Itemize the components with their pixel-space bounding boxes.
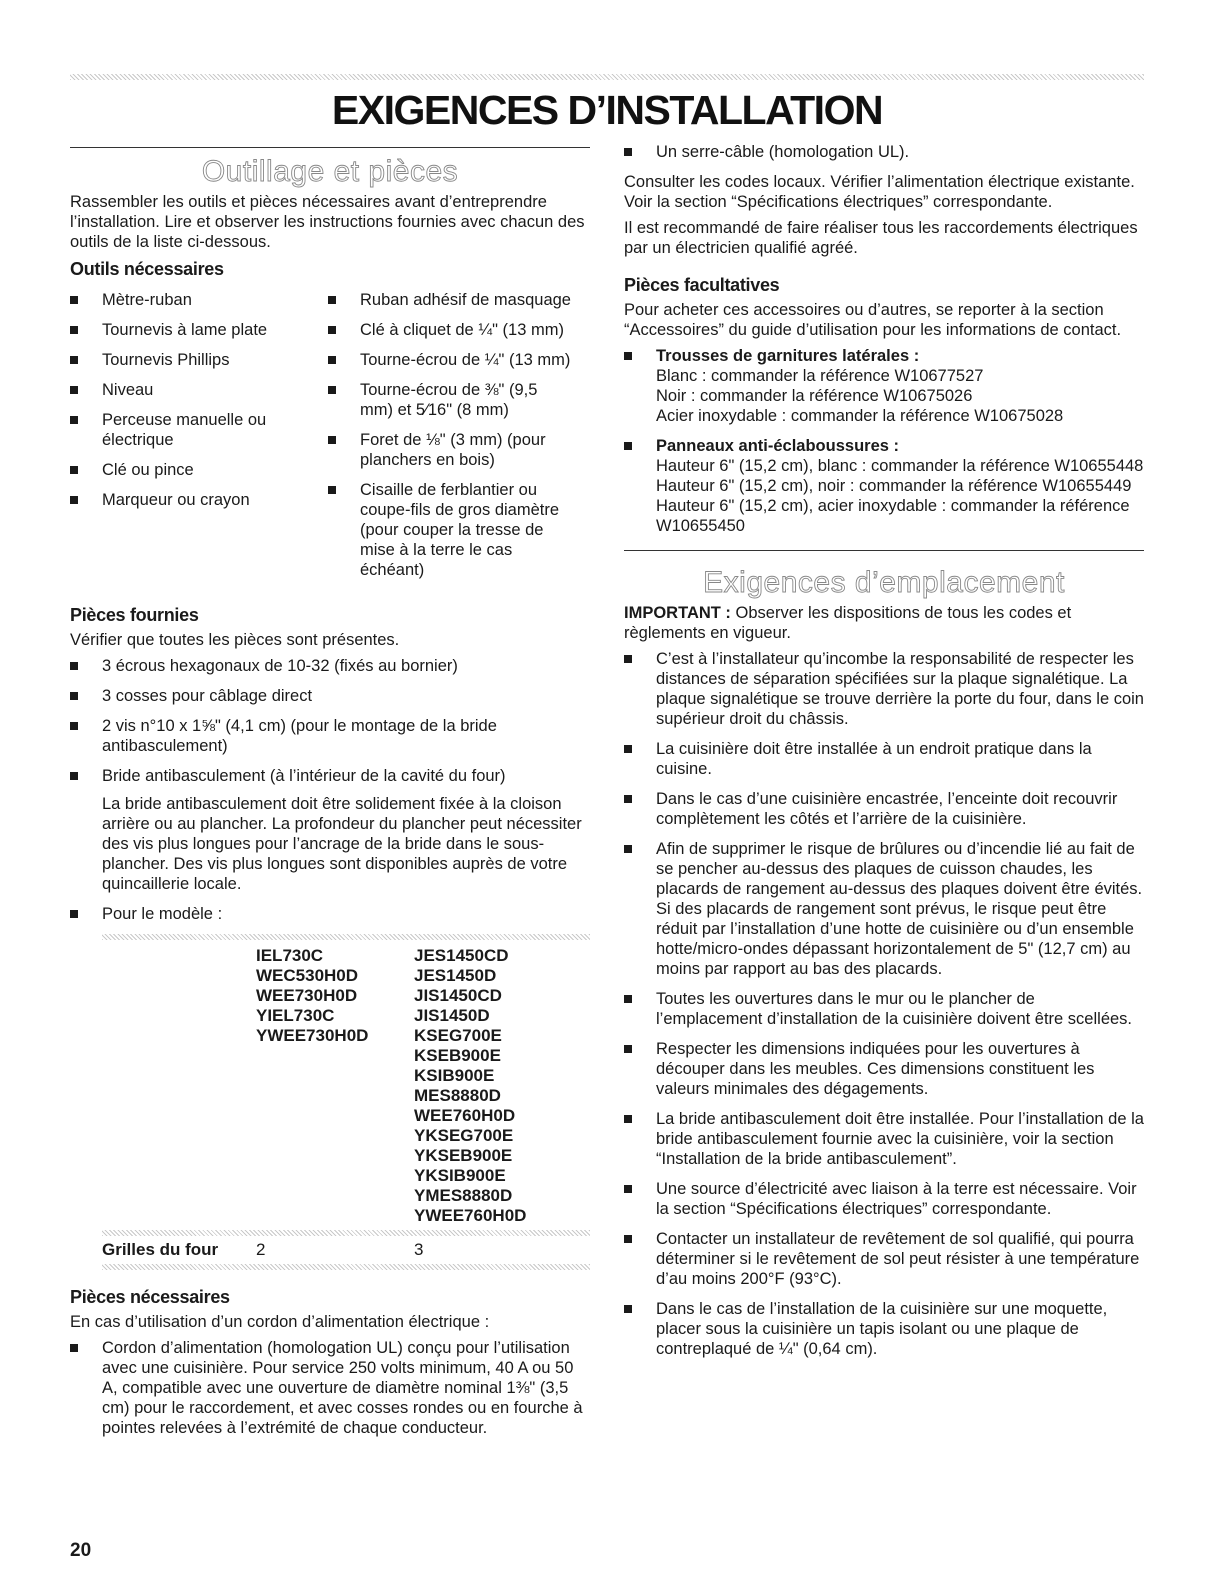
list-item: Ruban adhésif de masquage: [328, 290, 590, 310]
model-name: YWEE730H0D: [256, 1026, 369, 1045]
model-name: WEC530H0D: [256, 966, 359, 985]
list-item-backsplash: [624, 436, 1144, 536]
electrician-recommendation: Il est recommandé de faire réaliser tous les raccordements électriques par un électricien qualifié agréé.: [624, 219, 1138, 257]
list-item: Dans le cas d’une cuisinière encastrée, l’enceinte doit recouvrir complètement les côtés et l’arrière de la cuisinière.: [624, 789, 1144, 829]
model-list: [70, 904, 590, 924]
list-item: Pour le modèle :: [70, 904, 590, 924]
model-name: WEE760H0D: [414, 1106, 516, 1125]
tools-heading: Outils nécessaires: [70, 259, 224, 279]
model-name: JES1450D: [414, 966, 497, 985]
model-name: YWEE760H0D: [414, 1206, 527, 1225]
list-item: Toutes les ouvertures dans le mur ou le plancher de l’emplacement d’installation de la cuisinière doivent être scellées.: [624, 989, 1144, 1029]
trim-kit-line: Acier inoxydable : commander la référence W10675028: [656, 407, 1064, 425]
page-title: EXIGENCES D’INSTALLATION: [331, 87, 883, 133]
list-item: Clé à cliquet de ¼" (13 mm): [328, 320, 590, 340]
list-item: La bride antibasculement doit être installée. Pour l’installation de la bride antibasculement fournie avec la cuisinière, voir la section “Installation de la bride antibasculement”.: [624, 1109, 1144, 1169]
models-table-bottom-rule: [102, 1264, 590, 1270]
backsplash-title: Panneaux anti-éclaboussures :: [656, 437, 899, 455]
left-column: [70, 147, 590, 1448]
model-name: JIS1450D: [414, 1006, 490, 1025]
tools-intro: Rassembler les outils et pièces nécessaires avant d’entreprendre l’installation. Lire et observer les instructions fournies avec chacun des outils de la liste ci-dessous.: [70, 193, 585, 251]
list-item: Marqueur ou crayon: [70, 490, 328, 510]
supplied-parts-heading: Pièces fournies: [70, 605, 199, 625]
right-section-rule: [624, 550, 1144, 551]
top-hatched-bar: [70, 74, 1144, 80]
needed-parts-heading: Pièces nécessaires: [70, 1287, 230, 1307]
tools-list: [70, 290, 590, 590]
list-item: Foret de ⅛" (3 mm) (pour planchers en bois): [328, 430, 590, 470]
list-item: Bride antibasculement (à l’intérieur de la cavité du four): [70, 766, 590, 786]
list-item: La cuisinière doit être installée à un endroit pratique dans la cuisine.: [624, 739, 1144, 779]
backsplash-line: Hauteur 6" (15,2 cm), acier inoxydable : commander la référence W10655450: [656, 497, 1130, 535]
list-item: Respecter les dimensions indiquées pour les ouvertures à découper dans les meubles. Ces dimensions constituent les valeurs minimales des dégagements.: [624, 1039, 1144, 1099]
list-item-trim-kits: [624, 346, 1144, 426]
list-item: Cisaille de ferblantier ou coupe-fils de gros diamètre (pour couper la tresse de mise à la terre le cas échéant): [328, 480, 590, 580]
model-name: IEL730C: [256, 946, 324, 965]
list-item: Perceuse manuelle ou électrique: [70, 410, 328, 450]
optional-parts-heading: Pièces facultatives: [624, 275, 780, 295]
model-name: MES8880D: [414, 1086, 501, 1105]
cable-clamp-list: [624, 142, 1144, 162]
important-note: [624, 603, 1144, 643]
models-col-1: [256, 946, 414, 1226]
needed-parts-list: [70, 1338, 590, 1438]
list-item: Une source d’électricité avec liaison à la terre est nécessaire. Voir la section “Spécifications électriques” correspondante.: [624, 1179, 1144, 1219]
model-name: JES1450CD: [414, 946, 509, 965]
list-item: Tourne-écrou de ¼" (13 mm): [328, 350, 590, 370]
model-name: KSEG700E: [414, 1026, 502, 1045]
model-name: KSEB900E: [414, 1046, 501, 1065]
optional-parts-list: [624, 346, 1144, 536]
backsplash-line: Hauteur 6" (15,2 cm), noir : commander la référence W10655449: [656, 477, 1132, 495]
list-item: Contacter un installateur de revêtement de sol qualifié, qui pourra déterminer si le revêtement de sol peut résister à une température d’au moins 200°F (93°C).: [624, 1229, 1144, 1289]
list-item: 3 écrous hexagonaux de 10-32 (fixés au bornier): [70, 656, 590, 676]
model-name: WEE730H0D: [256, 986, 358, 1005]
location-requirements-list: [624, 649, 1144, 1359]
model-name: YKSEG700E: [414, 1126, 514, 1145]
consult-codes-text: Consulter les codes locaux. Vérifier l’alimentation électrique existante. Voir la section “Spécifications électriques” correspondante.: [624, 173, 1135, 211]
important-text: Observer les dispositions de tous les codes et règlements en vigueur.: [624, 604, 1072, 642]
list-item: Afin de supprimer le risque de brûlures ou d’incendie lié au fait de se pencher au-dessus des plaques de cuisson chaudes, les placards de rangement au-dessus des plaques doivent être évités. Si des placards de rangement sont prévus, le risque peut être réduit par l’installation d’une hotte de cuisinière ou d’un ensemble hotte/micro-ondes dépassant horizontalement de 5" (12,7 cm) au moins par rapport au bas des placards.: [624, 839, 1144, 979]
needed-parts-intro: En cas d’utilisation d’un cordon d’alimentation électrique :: [70, 1313, 490, 1331]
model-name: YKSIB900E: [414, 1166, 506, 1185]
models-table: [102, 940, 590, 1230]
backsplash-line: Hauteur 6" (15,2 cm), blanc : commander la référence W10655448: [656, 457, 1144, 475]
list-item: Dans le cas de l’installation de la cuisinière sur une moquette, placer sous la cuisinière un tapis isolant ou une plaque de contreplaqué de ¼" (0,64 cm).: [624, 1299, 1144, 1359]
models-col-2: [414, 946, 572, 1226]
important-label: IMPORTANT :: [624, 604, 731, 622]
trim-kit-line: Noir : commander la référence W10675026: [656, 387, 973, 405]
supplied-parts-intro: Vérifier que toutes les pièces sont présentes.: [70, 631, 400, 649]
supplied-parts-list: [70, 656, 590, 786]
list-item: 3 cosses pour câblage direct: [70, 686, 590, 706]
oven-racks-label: Grilles du four: [102, 1240, 219, 1259]
model-name: YKSEB900E: [414, 1146, 513, 1165]
model-name: JIS1450CD: [414, 986, 502, 1005]
model-name: KSIB900E: [414, 1066, 495, 1085]
list-item: Mètre-ruban: [70, 290, 328, 310]
list-item: Tournevis Phillips: [70, 350, 328, 370]
oven-racks-row: [102, 1236, 590, 1264]
right-column: [624, 142, 1144, 1369]
list-item: Clé ou pince: [70, 460, 328, 480]
trim-kits-title: Trousses de garnitures latérales :: [656, 347, 920, 365]
location-section-title: Exigences d’emplacement: [703, 566, 1065, 599]
page-number: 20: [70, 1540, 92, 1561]
left-section-rule: [70, 147, 590, 148]
list-item: 2 vis n°10 x 1⅝" (4,1 cm) (pour le montage de la bride antibasculement): [70, 716, 590, 756]
list-item: Un serre-câble (homologation UL).: [624, 142, 1144, 162]
oven-racks-value-1: 2: [256, 1240, 266, 1259]
models-table-spacer: [102, 946, 256, 1226]
tools-col-1: [70, 290, 328, 590]
trim-kit-line: Blanc : commander la référence W10677527: [656, 367, 984, 385]
list-item: Tourne-écrou de ⅜" (9,5 mm) et 5⁄16" (8 mm): [328, 380, 590, 420]
model-name: YMES8880D: [414, 1186, 513, 1205]
list-item: C’est à l’installateur qu’incombe la responsabilité de respecter les distances de séparation spécifiées sur la plaque signalétique. La plaque signalétique se trouve derrière la porte du four, dans le coin supérieur droit du châssis.: [624, 649, 1144, 729]
list-item: Cordon d’alimentation (homologation UL) conçu pour l’utilisation avec une cuisinière. Pour service 250 volts minimum, 40 A ou 50 A, compatible avec une ouverture de diamètre nominal 1⅜" (3,5 cm) pour le raccordement, et avec cosses rondes ou en fourche à pointes relevées à l’extrémité de chaque conducteur.: [70, 1338, 590, 1438]
model-name: YIEL730C: [256, 1006, 335, 1025]
optional-parts-intro: Pour acheter ces accessoires ou d’autres, se reporter à la section “Accessoires” du guide d’utilisation pour les informations de contact.: [624, 301, 1122, 339]
oven-racks-value-2: 3: [414, 1240, 424, 1259]
bracket-note: La bride antibasculement doit être solidement fixée à la cloison arrière ou au plancher. La profondeur du plancher peut nécessiter des vis plus longues pour l’ancrage de la bride dans le sous-plancher. Des vis plus longues sont disponibles auprès de votre quincaillerie locale.: [102, 795, 582, 893]
tools-col-2: [328, 290, 590, 590]
tools-parts-section-title: Outillage et pièces: [201, 155, 459, 188]
list-item: Tournevis à lame plate: [70, 320, 328, 340]
list-item: Niveau: [70, 380, 328, 400]
